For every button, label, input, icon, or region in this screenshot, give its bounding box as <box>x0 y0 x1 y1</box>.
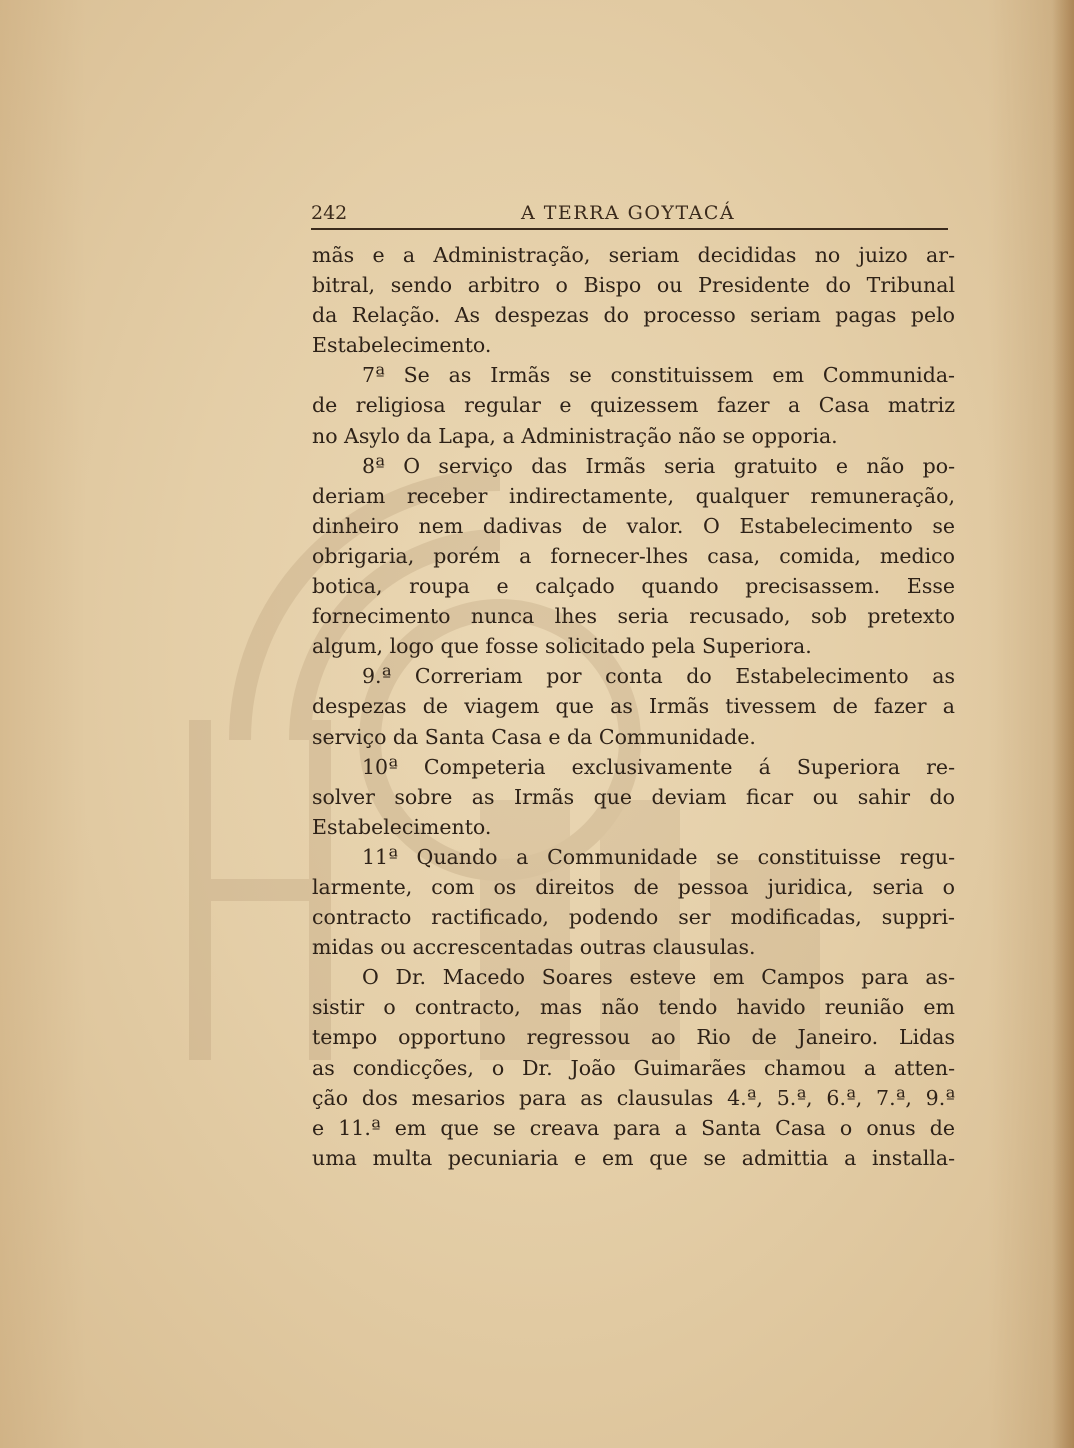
text-line: de religiosa regular e quizessem fazer a Casa matriz <box>312 393 955 418</box>
running-header <box>311 200 955 230</box>
text-line: 11ª Quando a Communidade se constituisse regu- <box>362 844 955 869</box>
text-line: ção dos mesarios para as clausulas 4.ª, 5.ª, 6.ª, 7.ª, 9.ª <box>312 1085 955 1110</box>
text-line: uma multa pecuniaria e em que se admittia a installa- <box>312 1145 955 1170</box>
page-edge-shadow <box>1052 0 1074 1448</box>
text-line: e 11.ª em que se creava para a Santa Casa o onus de <box>312 1115 955 1140</box>
text-line: botica, roupa e calçado quando precisassem. Esse <box>312 574 955 599</box>
text-line: deriam receber indirectamente, qualquer remuneração, <box>312 483 955 508</box>
text-line: despezas de viagem que as Irmãs tivessem de fazer a <box>312 694 955 719</box>
text-line: dinheiro nem dadivas de valor. O Estabelecimento se <box>312 513 955 538</box>
text-line: O Dr. Macedo Soares esteve em Campos para as- <box>362 965 955 990</box>
text-line: contracto ractificado, podendo ser modificadas, suppri- <box>312 905 955 930</box>
text-line: midas ou accrescentadas outras clausulas. <box>312 935 756 960</box>
text-line: 8ª O serviço das Irmãs seria gratuito e não po- <box>362 453 955 478</box>
text-line: fornecimento nunca lhes seria recusado, sob pretexto <box>312 604 955 629</box>
page-number: 242 <box>311 202 348 224</box>
text-line: algum, logo que fosse solicitado pela Superiora. <box>312 634 812 659</box>
text-line: 7ª Se as Irmãs se constituissem em Communida- <box>362 363 955 388</box>
body-text <box>312 240 955 1173</box>
text-line: 9.ª Correriam por conta do Estabelecimento as <box>362 664 955 689</box>
text-line: bitral, sendo arbitro o Bispo ou Presidente do Tribunal <box>312 273 955 298</box>
text-line: 10ª Competeria exclusivamente á Superiora re- <box>362 754 955 779</box>
text-line: serviço da Santa Casa e da Communidade. <box>312 724 756 749</box>
text-line: no Asylo da Lapa, a Administração não se opporia. <box>312 423 838 448</box>
text-line: Estabelecimento. <box>312 814 492 839</box>
text-line: as condicções, o Dr. João Guimarães chamou a atten- <box>312 1055 955 1080</box>
running-title: A TERRA GOYTACÁ <box>521 202 736 224</box>
text-line: mãs e a Administração, seriam decididas no juizo ar- <box>312 243 955 267</box>
text-line: da Relação. As despezas do processo seriam pagas pelo <box>312 303 955 328</box>
header-rule <box>311 228 948 230</box>
text-line: Estabelecimento. <box>312 333 492 358</box>
text-line: sistir o contracto, mas não tendo havido reunião em <box>312 995 955 1020</box>
text-line: larmente, com os direitos de pessoa juridica, seria o <box>312 874 955 899</box>
text-line: obrigaria, porém a fornecer-lhes casa, comida, medico <box>312 543 955 568</box>
text-line: tempo opportuno regressou ao Rio de Janeiro. Lidas <box>312 1025 955 1050</box>
text-line: solver sobre as Irmãs que deviam ficar ou sahir do <box>312 784 955 809</box>
